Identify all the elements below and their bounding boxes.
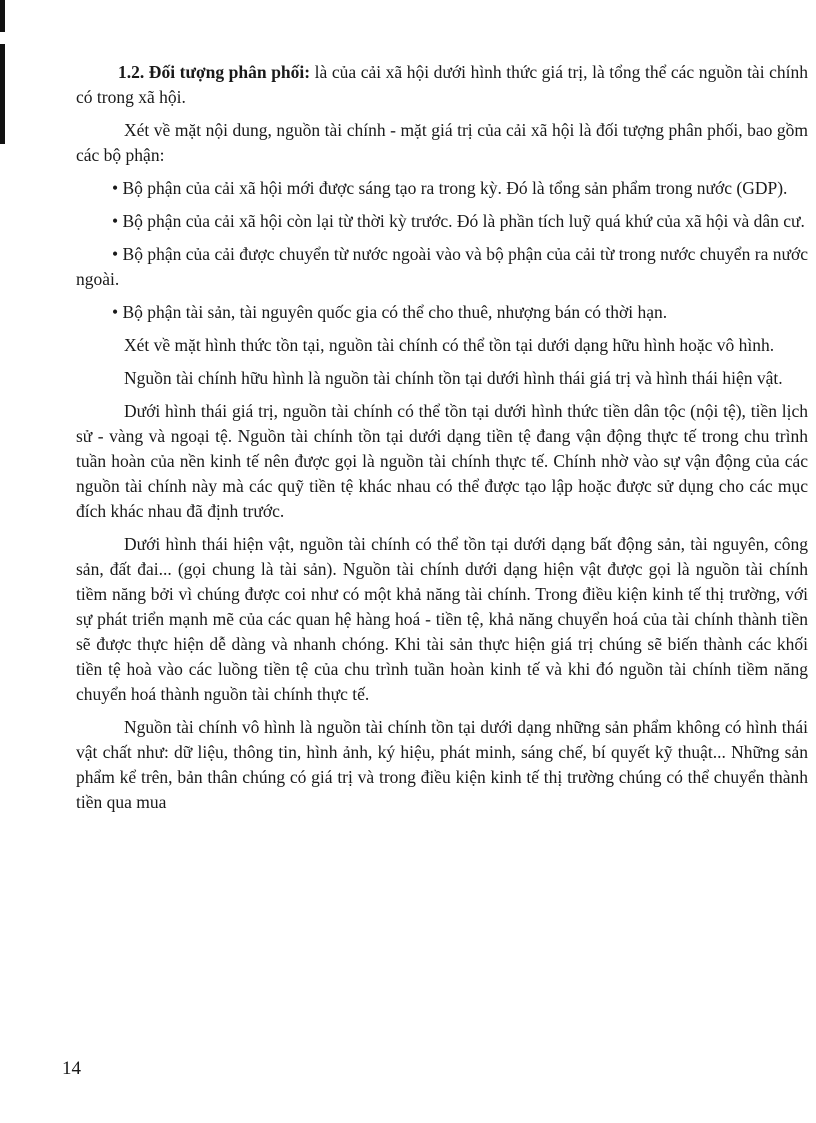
page-number: 14 xyxy=(62,1058,81,1079)
paragraph: Nguồn tài chính hữu hình là nguồn tài chính tồn tại dưới hình thái giá trị và hình thái hiện vật. xyxy=(124,368,783,388)
bullet-item: • Bộ phận của cải xã hội mới được sáng tạo ra trong kỳ. Đó là tổng sản phẩm trong nước (GDP). xyxy=(112,178,788,198)
binding-edge-mark xyxy=(0,0,5,32)
bullet-item: • Bộ phận của cải được chuyển từ nước ngoài vào và bộ phận của cải từ trong nước chuyển ra nước ngoài. xyxy=(76,244,808,289)
binding-edge-mark xyxy=(0,44,5,144)
section-heading: 1.2. Đối tượng phân phối: xyxy=(118,62,311,82)
paragraph: Dưới hình thái hiện vật, nguồn tài chính có thể tồn tại dưới dạng bất động sản, tài nguyên, công sản, đất đai... (gọi chung là tài sản). Nguồn tài chính dưới dạng hiện vật được gọi là nguồn tài chính tiềm năng bởi vì chúng được coi như có một khả năng tài chính. Trong điều kiện kinh tế thị trường, với sự phát triển mạnh mẽ của các quan hệ hàng hoá - tiền tệ, khả năng chuyển hoá của tài chính thành tiền sẽ được thực hiện dễ dàng và nhanh chóng. Khi tài sản thực hiện giá trị chúng sẽ biến thành các khối tiền tệ hoà vào các luồng tiền tệ của chu trình tuần hoàn kinh tế và khi đó nguồn tài chính tiềm năng chuyển hoá thành nguồn tài chính thực tế. xyxy=(76,534,808,704)
section-intro xyxy=(76,60,808,110)
paragraph: Dưới hình thái giá trị, nguồn tài chính có thể tồn tại dưới hình thức tiền dân tộc (nội tệ), tiền lịch sử - vàng và ngoại tệ. Nguồn tài chính tồn tại dưới dạng tiền tệ đang vận động thực tế trong chu trình tuần hoàn của nền kinh tế nên được gọi là nguồn tài chính thực tế. Chính nhờ vào sự vận động của các nguồn tài chính này mà các quỹ tiền tệ khác nhau có thể được tạo lập hoặc được sử dụng cho các mục đích khác nhau đã định trước. xyxy=(76,401,808,521)
paragraph: Nguồn tài chính vô hình là nguồn tài chính tồn tại dưới dạng những sản phẩm không có hình thái vật chất như: dữ liệu, thông tin, hình ảnh, ký hiệu, phát minh, sáng chế, bí quyết kỹ thuật... Những sản phẩm kể trên, bản thân chúng có giá trị và trong điều kiện kinh tế thị trường chúng có thể chuyển thành tiền qua mua xyxy=(76,717,808,812)
bullet-item: • Bộ phận của cải xã hội còn lại từ thời kỳ trước. Đó là phần tích luỹ quá khứ của xã hội và dân cư. xyxy=(112,211,805,231)
page-body xyxy=(76,60,808,823)
section-heading-text: là của cải xã hội dưới hình thức giá trị, là tổng thể các nguồn tài chính có trong xã hội. xyxy=(76,62,809,107)
paragraph: Xét về mặt nội dung, nguồn tài chính - mặt giá trị của cải xã hội là đối tượng phân phối, bao gồm các bộ phận: xyxy=(76,120,808,165)
bullet-item: • Bộ phận tài sản, tài nguyên quốc gia có thể cho thuê, nhượng bán có thời hạn. xyxy=(112,302,668,322)
paragraph: Xét về mặt hình thức tồn tại, nguồn tài chính có thể tồn tại dưới dạng hữu hình hoặc vô hình. xyxy=(124,335,775,355)
